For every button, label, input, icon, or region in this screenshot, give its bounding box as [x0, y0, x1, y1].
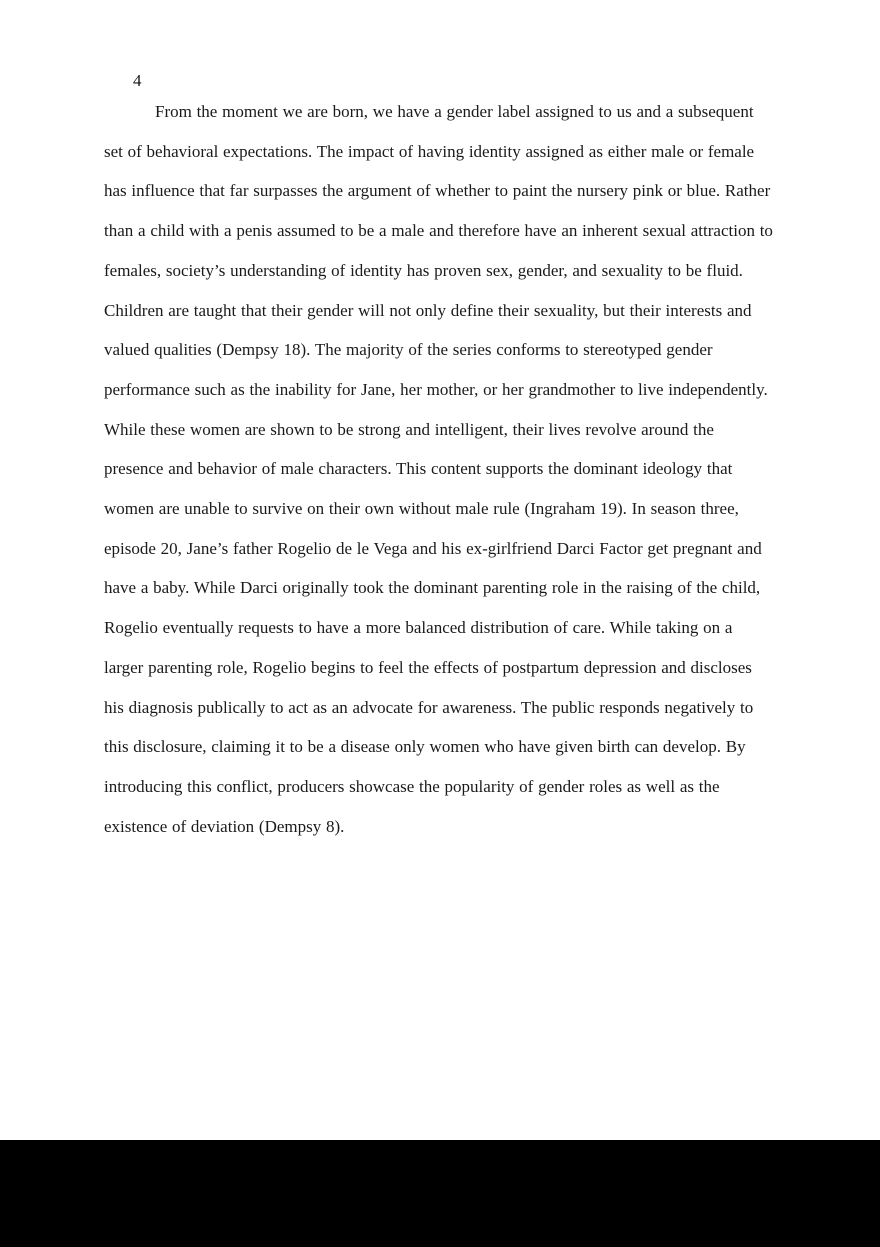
page-number: 4 — [133, 71, 142, 90]
viewer-background — [0, 1140, 880, 1247]
body-paragraph: From the moment we are born, we have a gender label assigned to us and a subsequent set of behavioral expectations. The impact of having identity assigned as either male or female has influence that far surpasses the argument of whether to paint the nursery pink or blue. Rather than a child with a penis assumed to be a male and therefore have an inherent sexual attraction to females, society’s understanding of identity has proven sex, gender, and sexuality to be fluid. Children are taught that their gender will not only define their sexuality, but their interests and valued qualities (Dempsy 18). The majority of the series conforms to stereotyped gender performance such as the inability for Jane, her mother, or her grandmother to live independently. While these women are shown to be strong and intelligent, their lives revolve around the presence and behavior of male characters. This content supports the dominant ideology that women are unable to survive on their own without male rule (Ingraham 19). In season three, episode 20, Jane’s father Rogelio de le Vega and his ex-girlfriend Darci Factor get pregnant and have a baby. While Darci originally took the dominant parenting role in the raising of the child, Rogelio eventually requests to have a more balanced distribution of care. While taking on a larger parenting role, Rogelio begins to feel the effects of postpartum depression and discloses his diagnosis publically to act as an advocate for awareness. The public responds negatively to this disclosure, claiming it to be a disease only women who have given birth can develop. By introducing this conflict, producers showcase the popularity of gender roles as well as the existence of deviation (Dempsy 8). — [104, 102, 773, 836]
